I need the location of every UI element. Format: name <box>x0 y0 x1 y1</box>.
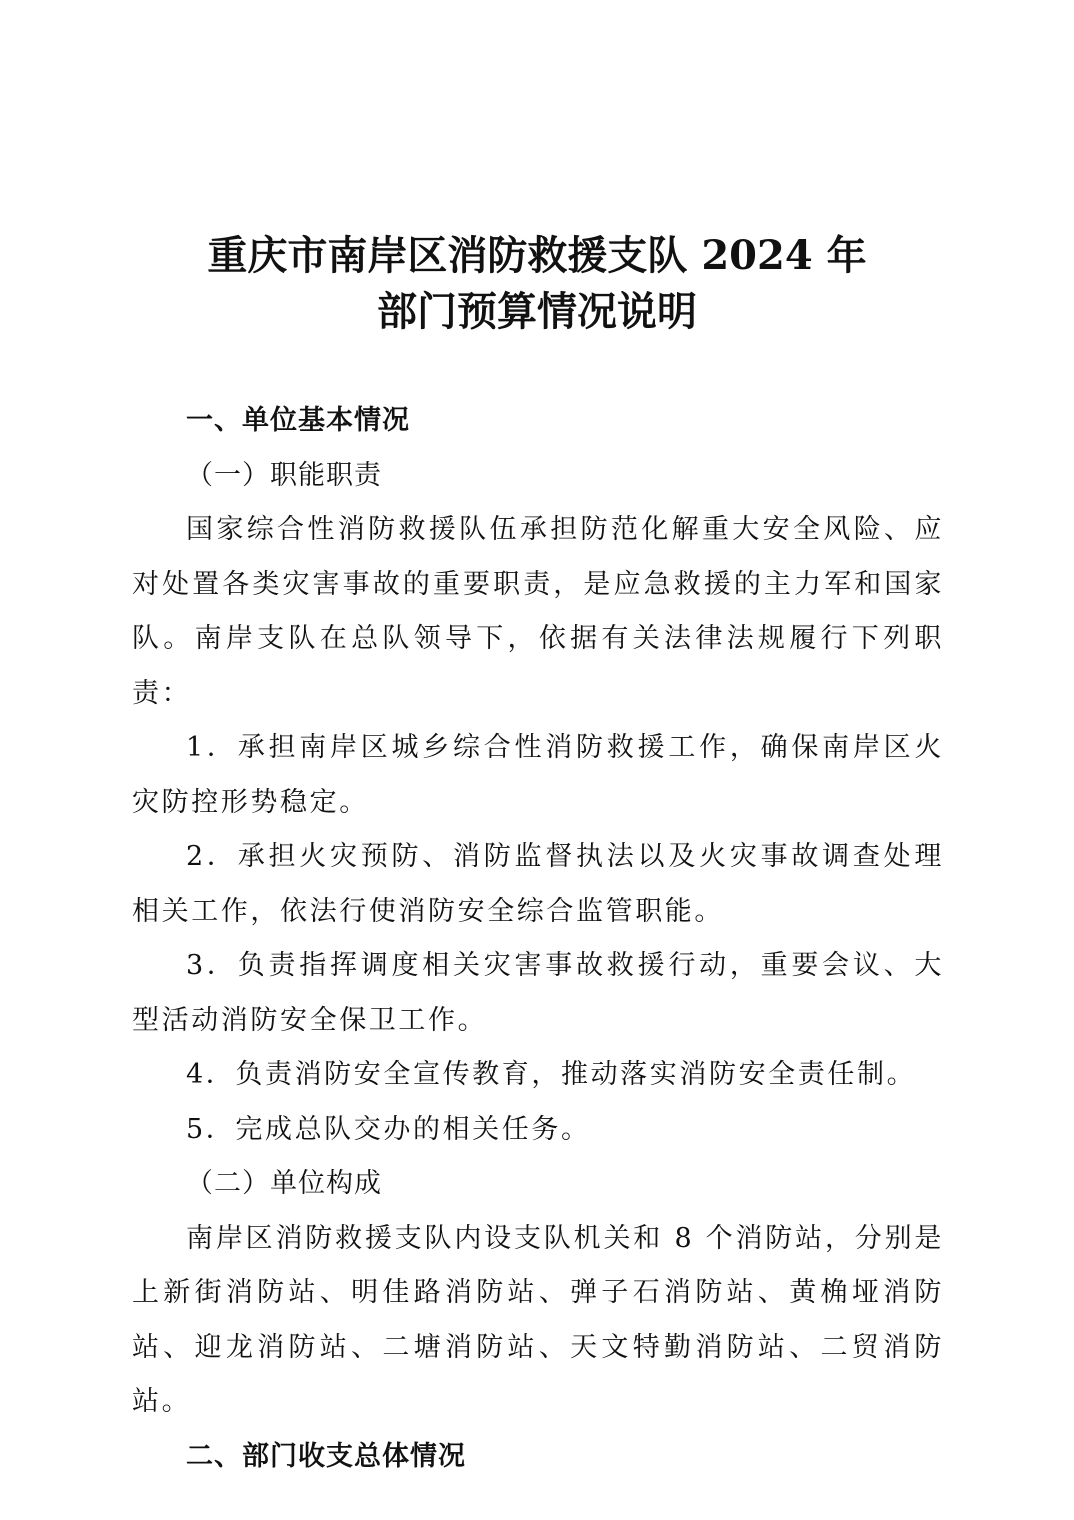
list-item: 5．完成总队交办的相关任务。 <box>186 1113 591 1145</box>
document-body <box>132 394 944 1484</box>
document-title-line-2: 部门预算情况说明 <box>377 288 697 335</box>
paragraph: 国家综合性消防救援队伍承担防范化解重大安全风险、应对处置各类灾害事故的重要职责，是应急救援的主力军和国家队。南岸支队在总队领导下，依据有关法律法规履行下列职责： <box>132 514 944 709</box>
section-heading: 一、单位基本情况 <box>186 405 410 436</box>
list-item: 2．承担火灾预防、消防监督执法以及火灾事故调查处理相关工作，依法行使消防安全综合监管职能。 <box>132 841 944 927</box>
list-item: 3．负责指挥调度相关灾害事故救援行动，重要会议、大型活动消防安全保卫工作。 <box>132 950 944 1036</box>
section-heading: 二、部门收支总体情况 <box>186 1440 466 1472</box>
document-title-line-1: 重庆市南岸区消防救援支队 2024 年 <box>207 232 867 279</box>
subsection-heading: （一）职能职责 <box>186 459 382 491</box>
paragraph: 南岸区消防救援支队内设支队机关和 8 个消防站，分别是上新街消防站、明佳路消防站、弹子石消防站、黄桷垭消防站、迎龙消防站、二塘消防站、天文特勤消防站、二贸消防站。 <box>132 1222 944 1417</box>
subsection-heading: （二）单位构成 <box>186 1168 382 1199</box>
list-item: 1．承担南岸区城乡综合性消防救援工作，确保南岸区火灾防控形势稳定。 <box>132 732 944 818</box>
list-item: 4．负责消防安全宣传教育，推动落实消防安全责任制。 <box>186 1059 917 1090</box>
